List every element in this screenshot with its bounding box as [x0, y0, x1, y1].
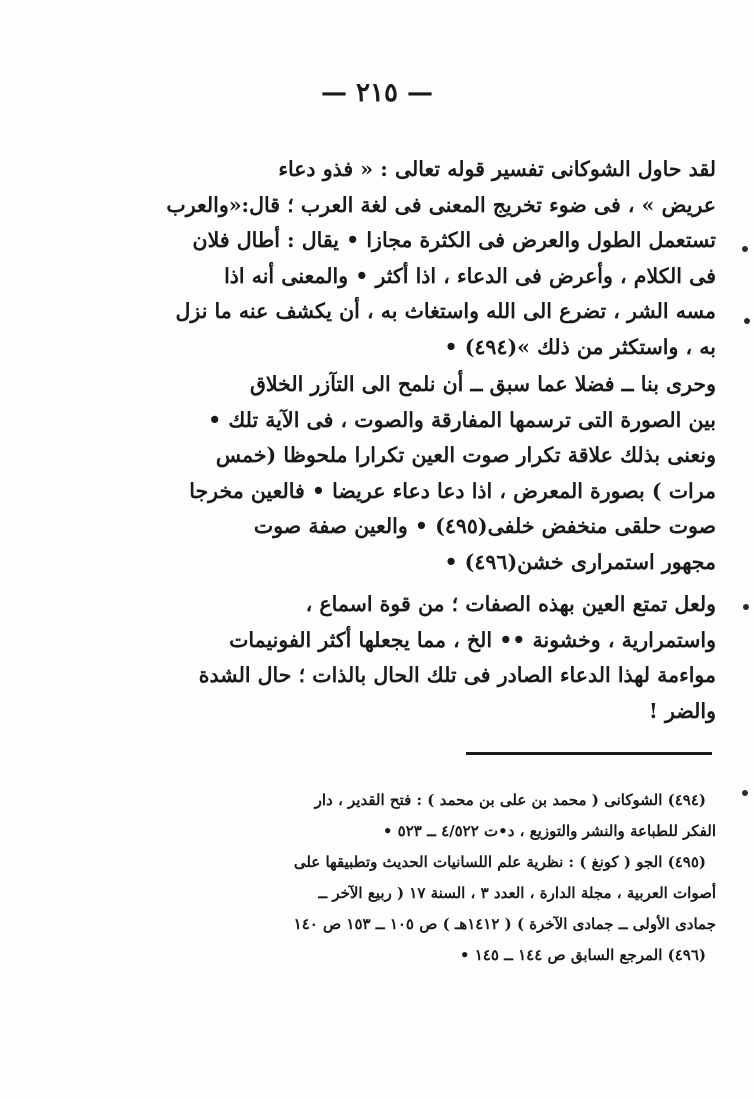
text-line: مجهور استمرارى خشن(٤٩٦) •: [444, 549, 716, 574]
footnote-495: [100, 847, 716, 940]
text-line: به ، واستكثر من ذلك »(٤٩٤) •: [444, 334, 716, 359]
footnote-line: الفكر للطباعة والنشر والتوزيع ، د•ت ٤/٥٢٢ ــ ٥٢٣ •: [382, 822, 716, 840]
page-number: — ٢١٥ —: [320, 78, 434, 108]
footnote-line: (٤٩٤) الشوكانى ( محمد بن على بن محمد ) : فتح القدير ، دار: [314, 791, 706, 809]
text-line: ونعنى بذلك علاقة تكرار صوت العين تكرارا ملحوظا (خمس: [215, 443, 716, 468]
scan-speck: [743, 604, 749, 610]
text-line: عريض » ، فى ضوء تخريج المعنى فى لغة العرب ؛ قال:«والعرب: [166, 192, 716, 217]
text-line: واستمرارية ، وخشونة •• الخ ، مما يجعلها أكثر الفونيمات: [229, 627, 716, 652]
text-line: تستعمل الطول والعرض فى الكثرة مجازا • يقال : أطال فلان: [192, 228, 716, 253]
text-line: والضر !: [648, 698, 716, 723]
text-line: فى الكلام ، وأعرض فى الدعاء ، اذا أكثر • والمعنى أنه اذا: [224, 263, 716, 288]
footnote-line: جمادى الأولى ــ جمادى الآخرة ) ( ١٤١٢هـ ) ص ١٠٥ ــ ١٥٣ ص ١٤٠: [293, 915, 716, 933]
text-line: ولعل تمتع العين بهذه الصفات ؛ من قوة اسماع ،: [305, 592, 716, 616]
text-line: مواءمة لهذا الدعاء الصادر فى تلك الحال بالذات ؛ حال الشدة: [198, 663, 716, 688]
text-line: صوت حلقى منخفض خلفى(٤٩٥) • والعين صفة صوت: [253, 514, 716, 539]
text-line: بين الصورة التى ترسمها المفارقة والصوت ، فى الآية تلك •: [208, 407, 716, 432]
paragraph-3: [96, 587, 716, 729]
text-line: لقد حاول الشوكانى تفسير قوله تعالى : « فذو دعاء: [278, 157, 716, 181]
paragraph-2: [96, 367, 716, 581]
scan-speck: [744, 318, 750, 324]
footnote-line: (٤٩٦) المرجع السابق ص ١٤٤ ــ ١٤٥ •: [459, 946, 706, 964]
text-line: مرات ) بصورة المعرض ، اذا دعا دعاء عريضا • فالعين مخرجا: [189, 478, 716, 503]
paragraph-1: [96, 152, 716, 366]
footnote-line: أصوات العربية ، مجلة الدارة ، العدد ٣ ، السنة ١٧ ( ربيع الآخر ــ: [318, 884, 716, 902]
footnote-496: [100, 940, 716, 971]
footnote-494: [100, 785, 716, 847]
footnotes: [100, 785, 716, 971]
footnote-line: (٤٩٥) الجو ( كونغ ) : نظرية علم اللسانيات الحديث وتطبيقها على: [293, 853, 706, 871]
text-line: وحرى بنا ــ فضلا عما سبق ــ أن نلمح الى التآزر الخلاق: [249, 372, 716, 396]
text-line: مسه الشر ، تضرع الى الله واستغاث به ، أن يكشف عنه ما نزل: [175, 299, 716, 324]
scan-speck: [742, 246, 748, 252]
footnote-divider: [466, 752, 712, 755]
scan-speck: [742, 790, 748, 796]
